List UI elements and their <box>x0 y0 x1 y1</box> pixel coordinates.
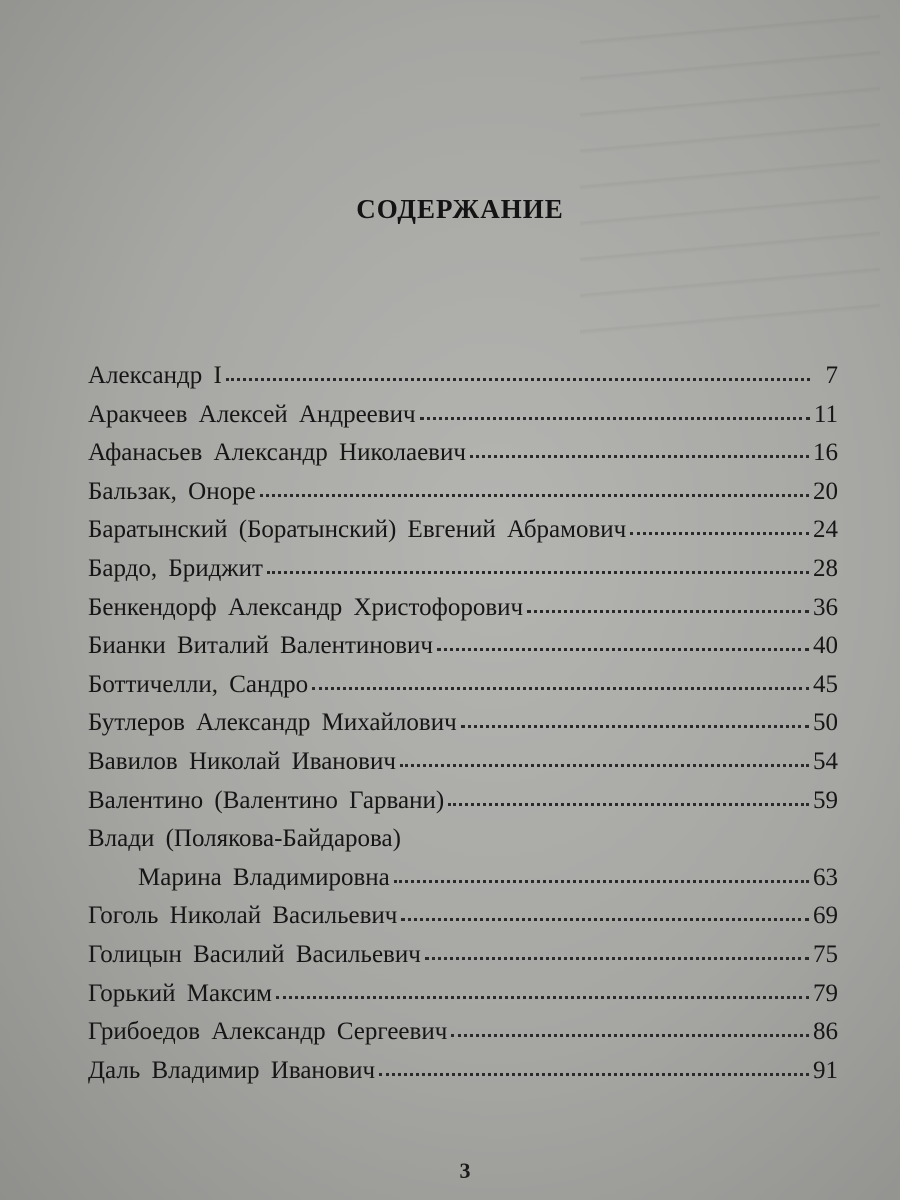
bleed-through-text <box>580 10 880 340</box>
page-number: 3 <box>459 1158 471 1183</box>
toc-entry <box>88 941 838 980</box>
toc-entry <box>88 516 838 555</box>
toc-entry-title: Горький Максим <box>88 979 272 1007</box>
dot-leader <box>260 494 809 497</box>
dot-leader <box>379 1073 809 1076</box>
toc-entry-title: Бенкендорф Александр Христофорович <box>88 593 524 621</box>
toc-entry-page: 59 <box>813 786 838 814</box>
toc-entry <box>88 632 838 671</box>
toc-entry <box>88 980 838 1019</box>
toc-entry <box>88 439 838 478</box>
toc-entry <box>88 594 838 633</box>
toc-entry-page: 54 <box>813 747 838 775</box>
toc-entry-page: 20 <box>813 477 838 505</box>
toc-entry-page: 45 <box>813 670 838 698</box>
toc-entry-page: 63 <box>813 863 838 891</box>
toc-entry <box>88 671 838 710</box>
toc-entry-page: 79 <box>813 979 838 1007</box>
toc-entry-page: 50 <box>813 709 838 737</box>
toc-entry <box>88 401 838 440</box>
dot-leader <box>276 996 809 999</box>
toc-entry <box>88 555 838 594</box>
toc-entry-title: Бальзак, Оноре <box>88 477 256 505</box>
toc-entry-title: Боттичелли, Сандро <box>88 670 309 698</box>
toc-entry <box>88 748 838 787</box>
toc-entry-page: 91 <box>813 1056 838 1084</box>
dot-leader <box>226 378 810 381</box>
toc-entry-title: Грибоедов Александр Сергеевич <box>88 1018 448 1046</box>
toc-entry-title: Вавилов Николай Иванович <box>88 747 396 775</box>
toc-entry-page: 28 <box>813 554 838 582</box>
toc-entry-page: 86 <box>813 1018 838 1046</box>
toc-entry <box>88 902 838 941</box>
toc-entry <box>88 825 838 864</box>
toc-entry-title: Даль Владимир Иванович <box>88 1056 376 1084</box>
dot-leader <box>630 532 809 535</box>
toc-entry <box>88 362 838 401</box>
toc-entry-title: Аракчеев Алексей Андреевич <box>88 400 416 428</box>
toc-entry <box>88 478 838 517</box>
toc-entry-title-continuation: Марина Владимировна <box>138 863 390 891</box>
toc-entry-page: 16 <box>813 439 838 467</box>
toc-entry-page: 36 <box>813 593 838 621</box>
toc-entry-title: Афанасьев Александр Николаевич <box>88 439 466 467</box>
toc-entry <box>88 709 838 748</box>
toc-entry-title: Бутлеров Александр Михайлович <box>88 709 457 737</box>
toc-entry <box>88 1018 838 1057</box>
dot-leader <box>394 880 809 883</box>
toc-entry-continuation <box>88 864 838 903</box>
dot-leader <box>400 764 809 767</box>
dot-leader <box>437 648 809 651</box>
toc-entry-page: 69 <box>813 902 838 930</box>
toc-entry <box>88 787 838 826</box>
toc-entry-page: 7 <box>825 362 838 389</box>
toc-entry-title: Баратынский (Боратынский) Евгений Абрамович <box>88 516 627 544</box>
toc-entry-title: Влади (Полякова-Байдарова) <box>88 825 401 853</box>
table-of-contents <box>88 362 838 1095</box>
dot-leader <box>420 417 810 420</box>
toc-entry-title: Валентино (Валентино Гарвани) <box>88 786 445 814</box>
dot-leader <box>527 610 809 613</box>
toc-entry-title: Александр I <box>88 362 222 389</box>
toc-entry-title: Бианки Виталий Валентинович <box>88 632 433 660</box>
dot-leader <box>448 803 809 806</box>
dot-leader <box>461 725 809 728</box>
dot-leader <box>401 918 809 921</box>
toc-entry-page: 24 <box>813 516 838 544</box>
toc-entry-title: Бардо, Бриджит <box>88 554 263 582</box>
dot-leader <box>312 687 809 690</box>
dot-leader <box>425 957 809 960</box>
dot-leader <box>470 455 809 458</box>
toc-entry-page: 11 <box>813 400 838 428</box>
contents-heading: СОДЕРЖАНИЕ <box>356 194 564 224</box>
dot-leader <box>267 571 809 574</box>
toc-entry-title: Голицын Василий Васильевич <box>88 940 421 968</box>
toc-entry <box>88 1057 838 1096</box>
toc-entry-page: 40 <box>813 632 838 660</box>
dot-leader <box>451 1034 809 1037</box>
toc-entry-page: 75 <box>813 940 838 968</box>
toc-entry-title: Гоголь Николай Васильевич <box>88 902 398 930</box>
